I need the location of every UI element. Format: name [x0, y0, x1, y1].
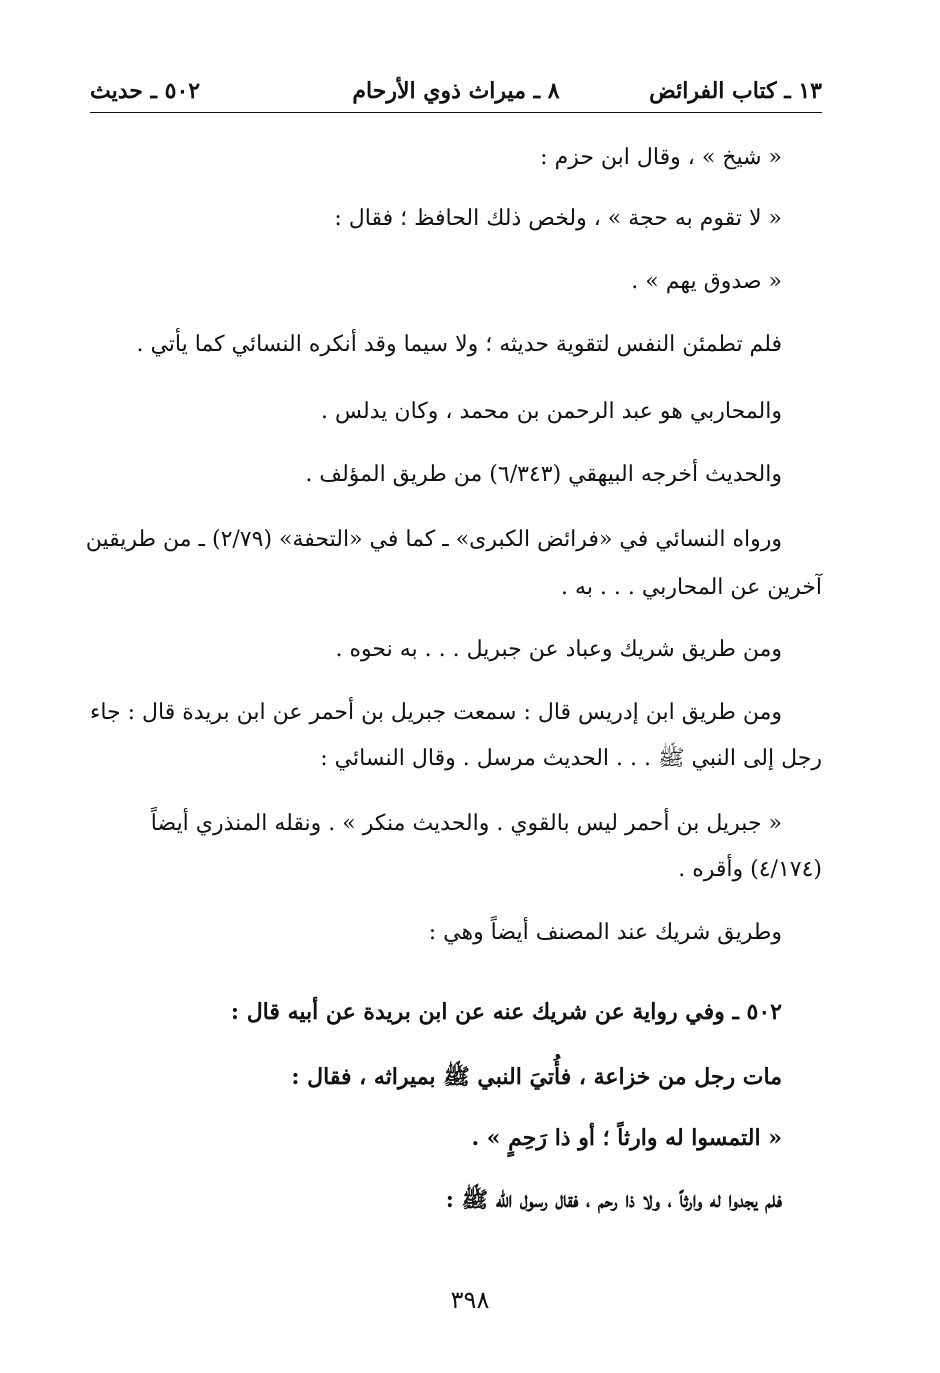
hadith-line: ٥٠٢ ـ وفي رواية عن شريك عنه عن ابن بريدة عن أبيه قال :: [230, 999, 782, 1025]
text-line: « شيخ » ، وقال ابن حزم :: [540, 145, 782, 170]
text-line: رجل إلى النبي ﷺ . . . الحديث مرسل . وقال النسائي :: [320, 746, 822, 771]
running-header: [90, 78, 822, 113]
text-line: « جبريل بن أحمر ليس بالقوي . والحديث منكر » . ونقله المنذري أيضاً: [150, 811, 782, 836]
text-line: ومن طريق ابن إدريس قال : سمعت جبريل بن أحمر عن ابن بريدة قال : جاء: [89, 700, 782, 725]
text-line: ورواه النسائي في «فرائض الكبرى» ـ كما في «التحفة» (٢/٧٩) ـ من طريقين: [85, 527, 782, 552]
page-number: ٣٩٨: [450, 1286, 490, 1314]
header-section: ٨ ـ ميراث ذوي الأرحام: [352, 78, 560, 104]
text-line: ومن طريق شريك وعباد عن جبريل . . . به نحوه .: [335, 637, 782, 662]
hadith-line: فلم يجدوا له وارثاً ، ولا ذا رحم ، فقال رسول الله ﷺ :: [445, 1187, 782, 1213]
text-line: والحديث أخرجه البيهقي (٦/٣٤٣) من طريق المؤلف .: [305, 462, 782, 487]
text-line: والمحاربي هو عبد الرحمن بن محمد ، وكان يدلس .: [321, 399, 782, 424]
hadith-line: مات رجل من خزاعة ، فأُتيَ النبي ﷺ بميراثه ، فقال :: [291, 1064, 782, 1090]
header-chapter: ١٣ ـ كتاب الفرائض: [649, 78, 822, 104]
text-line: « صدوق يهم » .: [631, 269, 782, 294]
text-line: « لا تقوم به حجة » ، ولخص ذلك الحافظ ؛ فقال :: [334, 206, 782, 231]
text-line: وطريق شريك عند المصنف أيضاً وهي :: [428, 920, 782, 945]
header-hadith-number: ٥٠٢ ـ حديث: [90, 78, 201, 104]
text-line: (٤/١٧٤) وأقره .: [678, 857, 822, 882]
text-line: فلم تطمئن النفس لتقوية حديثه ؛ ولا سيما وقد أنكره النسائي كما يأتي .: [136, 332, 782, 357]
hadith-line: « التمسوا له وارثاً ؛ أو ذا رَحِمٍ » .: [471, 1125, 782, 1151]
text-line: آخرين عن المحاربي . . . به .: [561, 575, 822, 600]
